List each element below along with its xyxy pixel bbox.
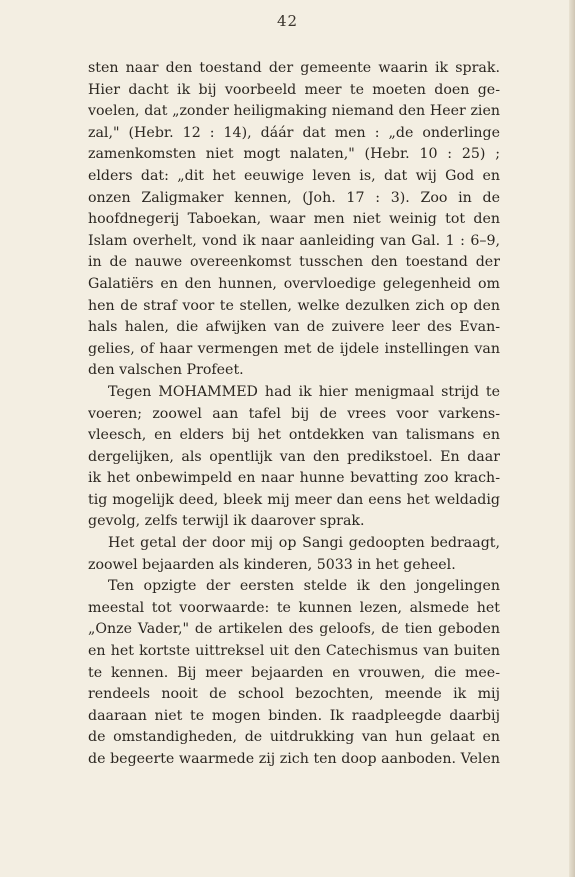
text-line: voelen, dat „zonder heiligmaking niemand den Heer zien	[88, 103, 500, 120]
text-line: in de nauwe overeenkomst tusschen den toestand der	[88, 254, 500, 271]
text-line: zoowel bejaarden als kinderen, 5033 in het geheel.	[88, 556, 456, 573]
text-line: elders dat: „dit het eeuwige leven is, dat wij God en	[88, 167, 500, 184]
text-line: hals halen, die afwijken van de zuivere leer des Evan-	[88, 319, 500, 336]
text-line: sten naar den toestand der gemeente waarin ik sprak.	[88, 60, 500, 76]
text-line: rendeels nooit de school bezochten, meende ik mij	[88, 686, 500, 703]
text-line: Hier dacht ik bij voorbeeld meer te moeten doen ge-	[88, 81, 500, 98]
text-line: daaraan niet te mogen binden. Ik raadpleegde daarbij	[88, 707, 500, 724]
text-line: hen de straf voor te stellen, welke dezulken zich op den	[88, 297, 500, 314]
text-line: vleesch, en elders bij het ontdekken van talismans en	[88, 427, 500, 444]
text-line: meestal tot voorwaarde: te kunnen lezen, alsmede het	[88, 599, 500, 616]
text-line: en het kortste uittreksel uit den Catechismus van buiten	[88, 643, 500, 660]
text-line: zal," (Hebr. 12 : 14), dáár dat men : „de onderlinge	[88, 124, 500, 141]
text-line: hoofdnegerij Taboekan, waar men niet weinig tot den	[88, 211, 500, 228]
text-line: „Onze Vader," de artikelen des geloofs, de tien geboden	[88, 621, 500, 638]
page-edge-shadow	[569, 0, 575, 877]
text-line: gevolg, zelfs terwijl ik daarover sprak.	[88, 513, 365, 530]
text-line: te kennen. Bij meer bejaarden en vrouwen, die mee-	[88, 664, 500, 681]
text-line: gelies, of haar vermengen met de ijdele instellingen van	[88, 340, 500, 357]
text-line: voeren; zoowel aan tafel bij de vrees voor varkens-	[88, 405, 500, 422]
text-line: ik het onbewimpeld en naar hunne bevatting zoo krach-	[88, 470, 500, 487]
text-line: Het getal der door mij op Sangi gedoopten bedraagt,	[108, 535, 500, 552]
text-line: Ten opzigte der eersten stelde ik den jongelingen	[108, 578, 500, 595]
text-line: den valschen Profeet.	[88, 362, 244, 379]
text-line: tig mogelijk deed, bleek mij meer dan eens het weldadig	[88, 491, 500, 508]
text-line: Islam overhelt, vond ik naar aanleiding van Gal. 1 : 6–9,	[88, 232, 500, 249]
page-number: 42	[276, 12, 299, 30]
text-line: Tegen MOHAMMED had ik hier menigmaal strijd te	[108, 383, 500, 400]
text-line: de omstandigheden, de uitdrukking van hun gelaat en	[88, 729, 500, 746]
text-line: de begeerte waarmede zij zich ten doop aanboden. Velen	[88, 751, 500, 767]
text-line: Galatiërs en den hunnen, overvloedige gelegenheid om	[88, 275, 500, 292]
text-line: onzen Zaligmaker kennen, (Joh. 17 : 3). Zoo in de	[88, 189, 500, 206]
text-line: zamenkomsten niet mogt nalaten," (Hebr. 10 : 25) ;	[88, 146, 500, 163]
body-text	[88, 58, 500, 771]
text-line: dergelijken, als opentlijk van den predikstoel. En daar	[88, 448, 500, 465]
